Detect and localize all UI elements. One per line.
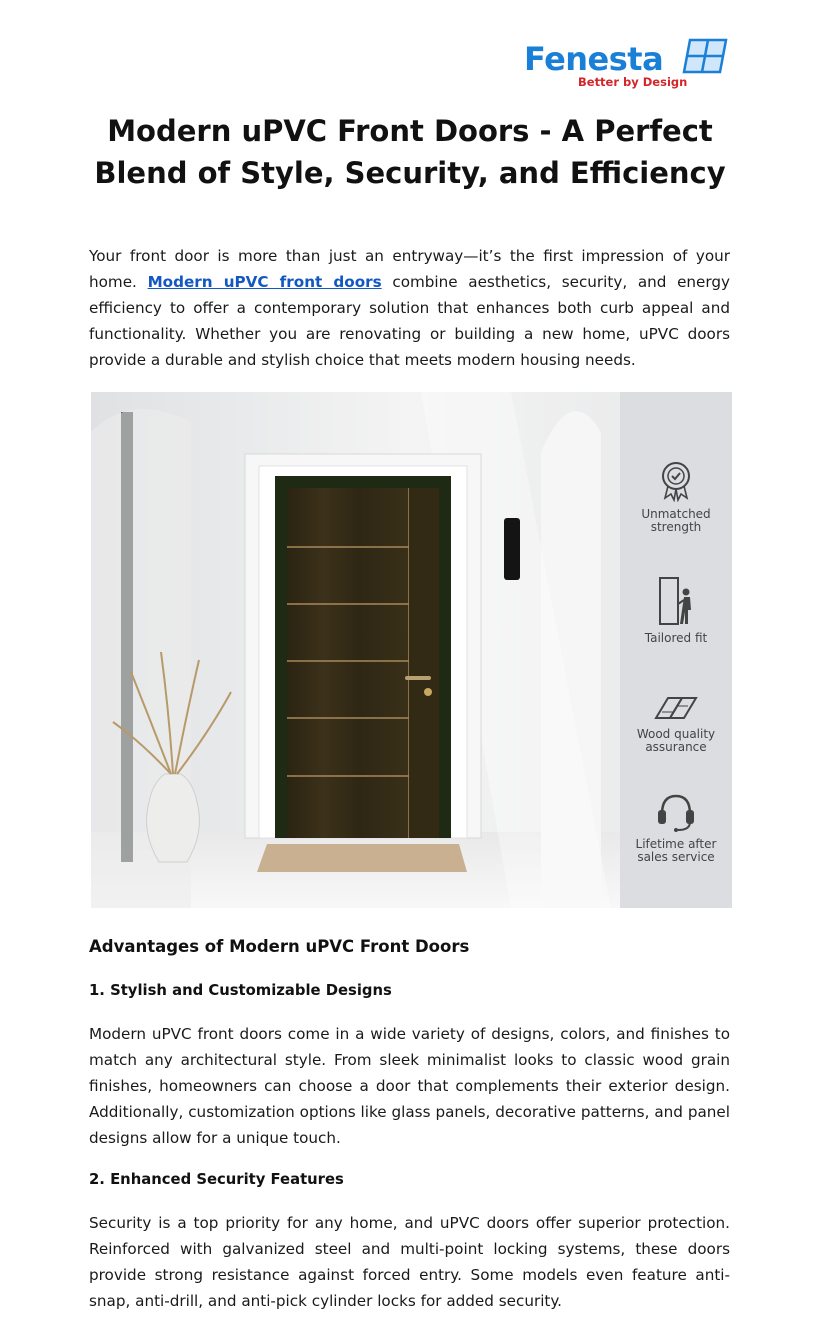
intro-text-end: combine aesthetics, security, and energy efficiency to offer a contemporary solution that enhances both curb appeal and functionality. Whether you are renovating or building a new home, uPVC doors provide a durable and stylish choice that meets modern housing needs. bbox=[89, 273, 730, 369]
advantages-heading: Advantages of Modern uPVC Front Doors bbox=[89, 937, 470, 956]
headset-icon bbox=[654, 792, 698, 832]
section-heading-security: 2. Enhanced Security Features bbox=[89, 1171, 344, 1188]
feature-label: Tailored fit bbox=[644, 631, 708, 645]
feature-tailored-fit bbox=[620, 576, 732, 645]
door-person-icon bbox=[654, 576, 698, 626]
brand-name: Fenesta bbox=[524, 40, 664, 78]
brand-tagline: Better by Design bbox=[578, 75, 688, 89]
window-cross-icon bbox=[670, 38, 730, 74]
wood-planks-icon bbox=[652, 694, 700, 722]
page-title: Modern uPVC Front Doors - A Perfect Blend of Style, Security, and Efficiency bbox=[94, 114, 726, 190]
feature-lifetime-service bbox=[620, 792, 732, 864]
feature-label: Unmatched strength bbox=[641, 507, 711, 534]
upvc-doors-link[interactable]: Modern uPVC front doors bbox=[147, 273, 382, 291]
section-body-designs: Modern uPVC front doors come in a wide variety of designs, colors, and finishes to match any architectural style. From sleek minimalist looks to classic wood grain finishes, homeowners can choose a door that complements their exterior design. Additionally, customization options like glass panels, decorative patterns, and panel designs allow for a unique touch. bbox=[89, 1025, 730, 1147]
intro-paragraph bbox=[89, 243, 730, 373]
feature-unmatched-strength bbox=[620, 460, 732, 534]
feature-label: Wood quality assurance bbox=[636, 727, 716, 754]
feature-label: Lifetime after sales service bbox=[635, 837, 717, 864]
badge-check-icon bbox=[656, 460, 696, 502]
intro-text-start: Your front door is more than just an entryway—it’s the first impression of your home. bbox=[89, 247, 730, 291]
feature-wood-quality bbox=[620, 694, 732, 754]
brand-logo bbox=[520, 38, 730, 92]
section-heading-designs: 1. Stylish and Customizable Designs bbox=[89, 982, 392, 999]
section-body-security: Security is a top priority for any home, and uPVC doors offer superior protection. Reinforced with galvanized steel and multi-point locking systems, these doors provide strong resistance against forced entry. Some models even feature anti-snap, anti-drill, and anti-pick cylinder locks for added security. bbox=[89, 1214, 730, 1310]
